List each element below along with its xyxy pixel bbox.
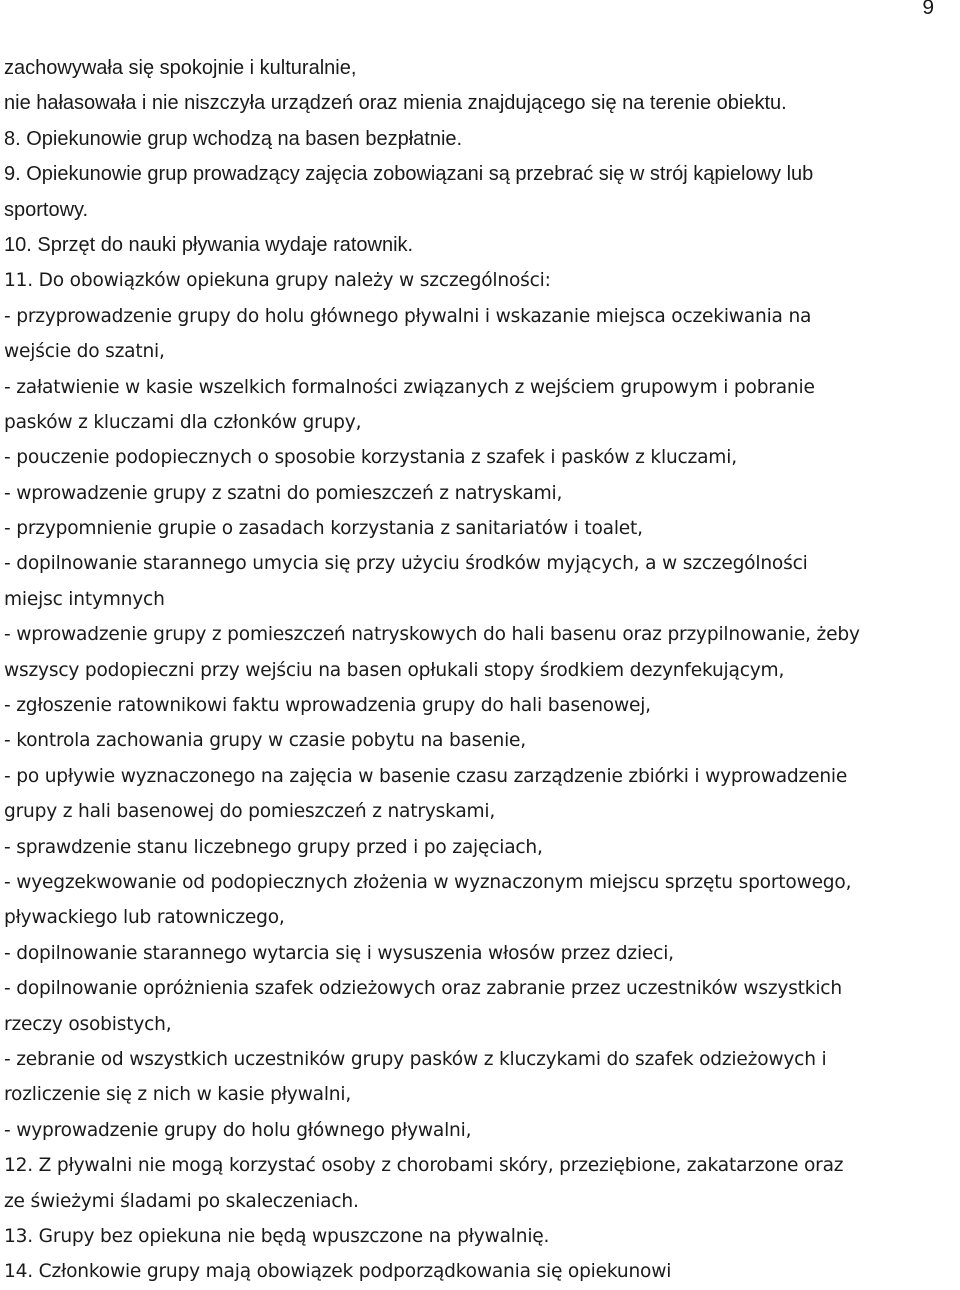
text-line: 8. Opiekunowie grup wchodzą na basen bezpłatnie. bbox=[4, 127, 463, 150]
text-line: wejście do szatni, bbox=[4, 341, 165, 363]
text-line: 14. Członkowie grupy mają obowiązek podporządkowania się opiekunowi bbox=[4, 1261, 672, 1283]
text-line: - sprawdzenie stanu liczebnego grupy przed i po zajęciach, bbox=[4, 836, 543, 858]
text-line: 11. Do obowiązków opiekuna grupy należy w szczególności: bbox=[4, 270, 551, 292]
text-line: - pouczenie podopiecznych o sposobie korzystania z szafek i pasków z kluczami, bbox=[4, 447, 737, 469]
text-line: - wyegzekwowanie od podopiecznych złożenia w wyznaczonym miejscu sprzętu sportowego, bbox=[4, 871, 852, 893]
text-line: sportowy. bbox=[4, 198, 89, 221]
text-line: 12. Z pływalni nie mogą korzystać osoby z chorobami skóry, przeziębione, zakatarzone oraz bbox=[4, 1155, 844, 1177]
text-line: - zebranie od wszystkich uczestników grupy pasków z kluczykami do szafek odzieżowych i bbox=[4, 1048, 827, 1070]
text-line: miejsc intymnych bbox=[4, 588, 165, 610]
text-line: - dopilnowanie starannego umycia się przy użyciu środków myjących, a w szczególności bbox=[4, 553, 808, 575]
text-line: pasków z kluczami dla członków grupy, bbox=[4, 411, 362, 433]
text-line: grupy z hali basenowej do pomieszczeń z natryskami, bbox=[4, 801, 496, 823]
text-line: - wprowadzenie grupy z szatni do pomieszczeń z natryskami, bbox=[4, 482, 563, 504]
text-line: - przypomnienie grupie o zasadach korzystania z sanitariatów i toalet, bbox=[4, 518, 643, 540]
text-line: ze świeżymi śladami po skaleczeniach. bbox=[4, 1190, 359, 1212]
page-number: 9 bbox=[922, 0, 934, 19]
text-line: nie hałasowała i nie niszczyła urządzeń oraz mienia znajdującego się na terenie obiektu. bbox=[4, 92, 787, 115]
document-body bbox=[4, 51, 954, 1290]
text-line: 13. Grupy bez opiekuna nie będą wpuszczone na pływalnię. bbox=[4, 1225, 550, 1247]
text-line: pływackiego lub ratowniczego, bbox=[4, 907, 285, 929]
text-line: 10. Sprzęt do nauki pływania wydaje ratownik. bbox=[4, 233, 414, 256]
text-line: wszyscy podopieczni przy wejściu na basen opłukali stopy środkiem dezynfekującym, bbox=[4, 659, 785, 681]
text-line: rozliczenie się z nich w kasie pływalni, bbox=[4, 1084, 352, 1106]
text-line: rzeczy osobistych, bbox=[4, 1013, 172, 1035]
text-line: zachowywała się spokojnie i kulturalnie, bbox=[4, 57, 357, 79]
text-line: - wyprowadzenie grupy do holu głównego pływalni, bbox=[4, 1119, 472, 1141]
text-line: - dopilnowanie starannego wytarcia się i wysuszenia włosów przez dzieci, bbox=[4, 942, 674, 964]
text-line: - przyprowadzenie grupy do holu głównego pływalni i wskazanie miejsca oczekiwania na bbox=[4, 305, 812, 327]
text-line: - wprowadzenie grupy z pomieszczeń natryskowych do hali basenu oraz przypilnowanie, żeby bbox=[4, 624, 860, 646]
text-line: - dopilnowanie opróżnienia szafek odzieżowych oraz zabranie przez uczestników wszystkich bbox=[4, 978, 842, 1000]
text-line: - załatwienie w kasie wszelkich formalności związanych z wejściem grupowym i pobranie bbox=[4, 376, 815, 398]
text-line: - kontrola zachowania grupy w czasie pobytu na basenie, bbox=[4, 730, 526, 752]
text-line: 9. Opiekunowie grup prowadzący zajęcia zobowiązani są przebrać się w strój kąpielowy lub bbox=[4, 163, 814, 186]
text-line: - po upływie wyznaczonego na zajęcia w basenie czasu zarządzenie zbiórki i wyprowadzenie bbox=[4, 765, 848, 787]
text-line: - zgłoszenie ratownikowi faktu wprowadzenia grupy do hali basenowej, bbox=[4, 695, 651, 717]
